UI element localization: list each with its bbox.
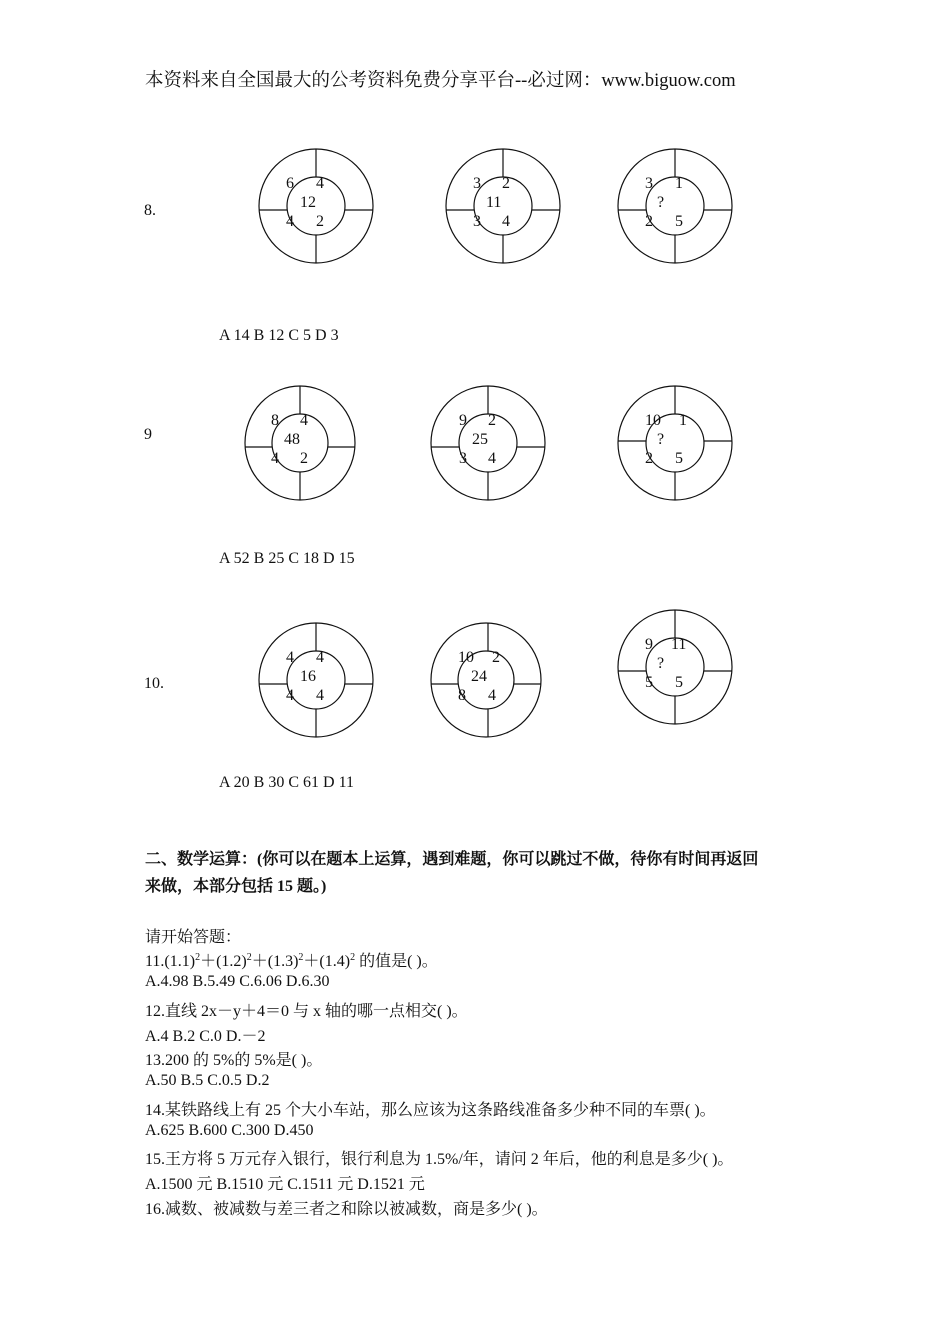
q8-f3-top-right: 1 bbox=[675, 175, 683, 192]
q8-f2-bottom-left: 3 bbox=[473, 213, 481, 230]
section-heading-line-1: 二、数学运算：(你可以在题本上运算，遇到难题，你可以跳过不做，待你有时间再返回 bbox=[145, 851, 759, 868]
question-15-options: A.1500 元 B.1510 元 C.1511 元 D.1521 元 bbox=[145, 1176, 425, 1193]
q10-f2-center: 24 bbox=[471, 668, 487, 685]
q9-f3-top-right: 1 bbox=[679, 412, 687, 429]
q9-f2-top-left: 9 bbox=[459, 412, 467, 429]
intro-text: 请开始答题： bbox=[145, 929, 242, 946]
question-14-options: A.625 B.600 C.300 D.450 bbox=[145, 1122, 314, 1139]
q9-f3-center: ? bbox=[657, 431, 665, 448]
q10-f2-top-left: 10 bbox=[458, 649, 474, 666]
question-15: 15.王方将 5 万元存入银行，银行利息为 1.5%/年，请问 2 年后，他的利息是多少( )。 bbox=[145, 1151, 734, 1168]
q9-f1-top-left: 8 bbox=[271, 412, 279, 429]
q9-f1-top-right: 4 bbox=[300, 412, 308, 429]
q8-f3-bottom-left: 2 bbox=[645, 213, 653, 230]
q10-f2-bottom-left: 8 bbox=[458, 687, 466, 704]
section-heading bbox=[145, 846, 758, 900]
q9-f2-bottom-right: 4 bbox=[488, 450, 496, 467]
question-8-number: 8. bbox=[144, 202, 156, 219]
q8-f3-center: ? bbox=[657, 194, 665, 211]
q9-f2-center: 25 bbox=[472, 431, 488, 448]
q9-figure-3 bbox=[617, 385, 733, 501]
q8-f2-center: 11 bbox=[486, 194, 502, 211]
q10-f3-top-right: 11 bbox=[671, 636, 687, 653]
q10-f3-center: ? bbox=[657, 655, 665, 672]
question-16: 16.减数、被减数与差三者之和除以被减数，商是多少( )。 bbox=[145, 1201, 548, 1218]
q10-f2-bottom-right: 4 bbox=[488, 687, 496, 704]
q10-f1-bottom-right: 4 bbox=[316, 687, 324, 704]
q9-f1-bottom-right: 2 bbox=[300, 450, 308, 467]
q8-f2-top-left: 3 bbox=[473, 175, 481, 192]
question-12-options: A.4 B.2 C.0 D.－2 bbox=[145, 1028, 266, 1045]
q10-f2-top-right: 2 bbox=[492, 649, 500, 666]
question-9-number: 9 bbox=[144, 426, 152, 443]
q9-f3-top-left: 10 bbox=[645, 412, 661, 429]
q9-f1-bottom-left: 4 bbox=[271, 450, 279, 467]
question-14: 14.某铁路线上有 25 个大小车站，那么应该为这条路线准备多少种不同的车票( )。 bbox=[145, 1102, 716, 1119]
question-13: 13.200 的 5%的 5%是( )。 bbox=[145, 1052, 323, 1069]
question-11-options: A.4.98 B.5.49 C.6.06 D.6.30 bbox=[145, 973, 330, 990]
q9-figure-2 bbox=[430, 385, 546, 501]
q9-f3-bottom-left: 2 bbox=[645, 450, 653, 467]
q8-figure-3 bbox=[617, 148, 733, 264]
q8-f1-center: 12 bbox=[300, 194, 316, 211]
question-8-options: A 14 B 12 C 5 D 3 bbox=[219, 327, 339, 344]
q10-f3-bottom-right: 5 bbox=[675, 674, 683, 691]
q9-f2-bottom-left: 3 bbox=[459, 450, 467, 467]
q10-figure-3 bbox=[617, 609, 733, 725]
q10-figure-2 bbox=[430, 622, 542, 738]
q8-f1-top-right: 4 bbox=[316, 175, 324, 192]
q10-figure-1 bbox=[258, 622, 374, 738]
question-11: $11.(1.1)^2+(1.2)^2+(1.3)^2+(1.4)^2$ 的值是( )。 bbox=[145, 952, 438, 970]
q8-f1-bottom-left: 4 bbox=[286, 213, 294, 230]
q8-figure-2 bbox=[445, 148, 561, 264]
q10-f3-top-left: 9 bbox=[645, 636, 653, 653]
question-10-options: A 20 B 30 C 61 D 11 bbox=[219, 774, 354, 791]
question-13-options: A.50 B.5 C.0.5 D.2 bbox=[145, 1072, 270, 1089]
question-10-number: 10. bbox=[144, 675, 164, 692]
q10-f1-bottom-left: 4 bbox=[286, 687, 294, 704]
question-12: 12.直线 2x－y＋4＝0 与 x 轴的哪一点相交( )。 bbox=[145, 1003, 468, 1020]
q8-f1-bottom-right: 2 bbox=[316, 213, 324, 230]
q8-figure-1 bbox=[258, 148, 374, 264]
page-header: 本资料来自全国最大的公考资料免费分享平台--必过网：www.biguow.com bbox=[145, 71, 736, 91]
q9-f1-center: 48 bbox=[284, 431, 300, 448]
q10-f1-top-right: 4 bbox=[316, 649, 324, 666]
question-9-options: A 52 B 25 C 18 D 15 bbox=[219, 550, 355, 567]
q8-f3-top-left: 3 bbox=[645, 175, 653, 192]
q10-f1-center: 16 bbox=[300, 668, 316, 685]
q9-figure-1 bbox=[244, 385, 356, 501]
q8-f3-bottom-right: 5 bbox=[675, 213, 683, 230]
section-heading-line-2: 来做，本部分包括 15 题。) bbox=[145, 878, 327, 895]
q8-f2-bottom-right: 4 bbox=[502, 213, 510, 230]
q9-f3-bottom-right: 5 bbox=[675, 450, 683, 467]
q8-f1-top-left: 6 bbox=[286, 175, 294, 192]
q9-f2-top-right: 2 bbox=[488, 412, 496, 429]
q8-f2-top-right: 2 bbox=[502, 175, 510, 192]
q10-f1-top-left: 4 bbox=[286, 649, 294, 666]
q10-f3-bottom-left: 5 bbox=[645, 674, 653, 691]
